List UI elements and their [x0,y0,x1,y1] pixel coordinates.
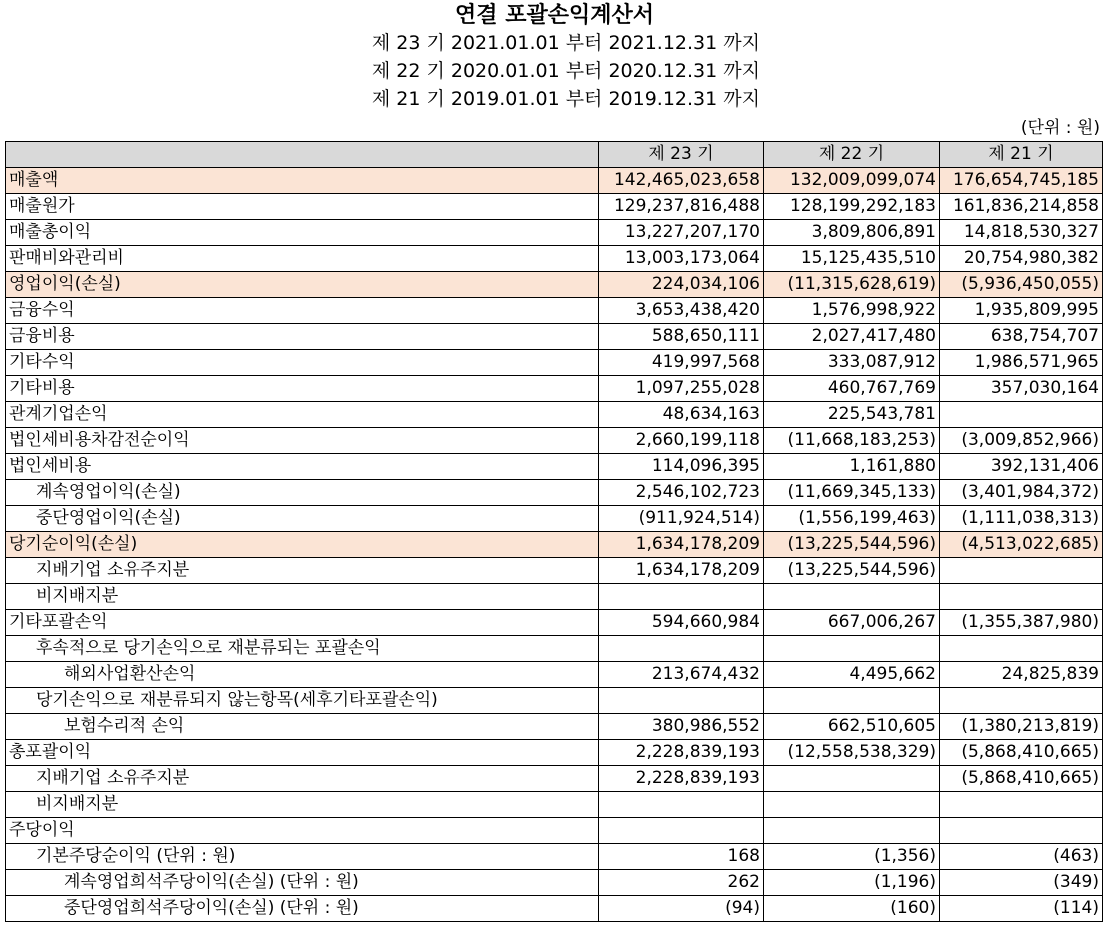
value-period-22: (11,669,345,133) [764,480,940,506]
value-period-23: 48,634,163 [599,402,764,428]
value-period-22 [764,688,940,714]
value-period-22: 1,161,880 [764,454,940,480]
value-period-21: 20,754,980,382 [940,246,1103,272]
value-period-23 [599,636,764,662]
value-period-23: 13,003,173,064 [599,246,764,272]
row-label: 금융수익 [6,298,599,324]
value-period-21: (1,380,213,819) [940,714,1103,740]
value-period-22: (1,556,199,463) [764,506,940,532]
value-period-21: 638,754,707 [940,324,1103,350]
value-period-21: (463) [940,844,1103,870]
row-label: 중단영업이익(손실) [6,506,599,532]
value-period-21: 1,935,809,995 [940,298,1103,324]
value-period-23: 168 [599,844,764,870]
value-period-22: 15,125,435,510 [764,246,940,272]
row-label: 후속적으로 당기손익으로 재분류되는 포괄손익 [6,636,599,662]
value-period-23: 224,034,106 [599,272,764,298]
table-row [6,246,1103,272]
value-period-21: (3,009,852,966) [940,428,1103,454]
table-row [6,376,1103,402]
value-period-21: (5,936,450,055) [940,272,1103,298]
value-period-21: (1,111,038,313) [940,506,1103,532]
value-period-21: (5,868,410,665) [940,766,1103,792]
value-period-23: 2,228,839,193 [599,766,764,792]
period-line-21: 제 21 기 2019.01.01 부터 2019.12.31 까지 [371,88,760,110]
table-row [6,506,1103,532]
period-line-22: 제 22 기 2020.01.01 부터 2020.12.31 까지 [371,60,760,82]
value-period-23: 1,634,178,209 [599,558,764,584]
value-period-23: 213,674,432 [599,662,764,688]
table-row [6,480,1103,506]
value-period-21: 161,836,214,858 [940,194,1103,220]
table-row [6,792,1103,818]
value-period-22 [764,584,940,610]
value-period-22: 460,767,769 [764,376,940,402]
table-row [6,558,1103,584]
value-period-23: 262 [599,870,764,896]
header-period-23: 제 23 기 [599,142,764,168]
unit-label: (단위 : 원) [1020,118,1100,138]
table-header-row [6,142,1103,168]
row-label: 중단영업희석주당이익(손실) (단위 : 원) [6,896,599,922]
period-line-23: 제 23 기 2021.01.01 부터 2021.12.31 까지 [371,32,760,54]
row-label: 해외사업환산손익 [6,662,599,688]
value-period-23 [599,818,764,844]
value-period-23 [599,584,764,610]
value-period-22: 3,809,806,891 [764,220,940,246]
value-period-22: (13,225,544,596) [764,558,940,584]
table-row [6,844,1103,870]
table-row [6,896,1103,922]
value-period-22: 4,495,662 [764,662,940,688]
value-period-21 [940,818,1103,844]
value-period-23: 13,227,207,170 [599,220,764,246]
value-period-22: (11,315,628,619) [764,272,940,298]
value-period-21: 357,030,164 [940,376,1103,402]
row-label: 비지배지분 [6,792,599,818]
value-period-21 [940,402,1103,428]
table-row [6,662,1103,688]
row-label: 금융비용 [6,324,599,350]
value-period-21 [940,584,1103,610]
row-label: 법인세비용 [6,454,599,480]
value-period-21: 1,986,571,965 [940,350,1103,376]
value-period-22 [764,766,940,792]
value-period-22 [764,818,940,844]
table-row [6,298,1103,324]
table-row [6,610,1103,636]
value-period-22: 128,199,292,183 [764,194,940,220]
value-period-21: (114) [940,896,1103,922]
table-row [6,636,1103,662]
value-period-22: 225,543,781 [764,402,940,428]
value-period-21: 392,131,406 [940,454,1103,480]
table-row [6,454,1103,480]
row-label: 판매비와관리비 [6,246,599,272]
row-label: 매출총이익 [6,220,599,246]
table-row [6,714,1103,740]
value-period-22: 333,087,912 [764,350,940,376]
value-period-22: 132,009,099,074 [764,168,940,194]
value-period-23: 1,097,255,028 [599,376,764,402]
value-period-21: 176,654,745,185 [940,168,1103,194]
row-label: 지배기업 소유주지분 [6,766,599,792]
value-period-22: (11,668,183,253) [764,428,940,454]
value-period-21: 24,825,839 [940,662,1103,688]
row-label: 매출원가 [6,194,599,220]
value-period-23: (911,924,514) [599,506,764,532]
table-row [6,194,1103,220]
value-period-22: 667,006,267 [764,610,940,636]
row-label: 당기순이익(손실) [6,532,599,558]
value-period-22: (1,196) [764,870,940,896]
table-row [6,584,1103,610]
value-period-22: 662,510,605 [764,714,940,740]
value-period-21 [940,688,1103,714]
value-period-23: 2,546,102,723 [599,480,764,506]
table-row [6,350,1103,376]
value-period-22: (160) [764,896,940,922]
row-label: 기타비용 [6,376,599,402]
value-period-23: 142,465,023,658 [599,168,764,194]
income-statement-table [5,141,1103,922]
value-period-23: 2,228,839,193 [599,740,764,766]
header-period-22: 제 22 기 [764,142,940,168]
header-period-21: 제 21 기 [940,142,1103,168]
table-row [6,168,1103,194]
row-label: 비지배지분 [6,584,599,610]
row-label: 영업이익(손실) [6,272,599,298]
row-label: 총포괄이익 [6,740,599,766]
table-row [6,870,1103,896]
value-period-22: 1,576,998,922 [764,298,940,324]
row-label: 관계기업손익 [6,402,599,428]
value-period-23: 1,634,178,209 [599,532,764,558]
table-row [6,428,1103,454]
value-period-22: (13,225,544,596) [764,532,940,558]
value-period-21: (349) [940,870,1103,896]
value-period-23 [599,792,764,818]
row-label: 매출액 [6,168,599,194]
table-row [6,220,1103,246]
value-period-23: 594,660,984 [599,610,764,636]
table-row [6,766,1103,792]
value-period-22: (12,558,538,329) [764,740,940,766]
value-period-22 [764,792,940,818]
value-period-23: 2,660,199,118 [599,428,764,454]
row-label: 법인세비용차감전순이익 [6,428,599,454]
value-period-22: 2,027,417,480 [764,324,940,350]
value-period-21: (5,868,410,665) [940,740,1103,766]
value-period-21: 14,818,530,327 [940,220,1103,246]
table-row [6,272,1103,298]
value-period-23 [599,688,764,714]
row-label: 계속영업이익(손실) [6,480,599,506]
row-label: 계속영업희석주당이익(손실) (단위 : 원) [6,870,599,896]
value-period-23: (94) [599,896,764,922]
value-period-21 [940,636,1103,662]
value-period-23: 588,650,111 [599,324,764,350]
table-row [6,402,1103,428]
statement-title: 연결 포괄손익계산서 [455,3,654,28]
value-period-21: (3,401,984,372) [940,480,1103,506]
value-period-22 [764,636,940,662]
header-label-column [6,142,599,168]
value-period-21 [940,558,1103,584]
row-label: 기타포괄손익 [6,610,599,636]
table-row [6,740,1103,766]
value-period-23: 129,237,816,488 [599,194,764,220]
row-label: 기본주당순이익 (단위 : 원) [6,844,599,870]
table-row [6,688,1103,714]
value-period-23: 114,096,395 [599,454,764,480]
value-period-21: (1,355,387,980) [940,610,1103,636]
row-label: 보험수리적 손익 [6,714,599,740]
row-label: 기타수익 [6,350,599,376]
value-period-21: (4,513,022,685) [940,532,1103,558]
table-row [6,532,1103,558]
value-period-23: 419,997,568 [599,350,764,376]
value-period-23: 3,653,438,420 [599,298,764,324]
row-label: 주당이익 [6,818,599,844]
value-period-23: 380,986,552 [599,714,764,740]
table-row [6,324,1103,350]
value-period-21 [940,792,1103,818]
row-label: 지배기업 소유주지분 [6,558,599,584]
table-row [6,818,1103,844]
row-label: 당기손익으로 재분류되지 않는항목(세후기타포괄손익) [6,688,599,714]
value-period-22: (1,356) [764,844,940,870]
